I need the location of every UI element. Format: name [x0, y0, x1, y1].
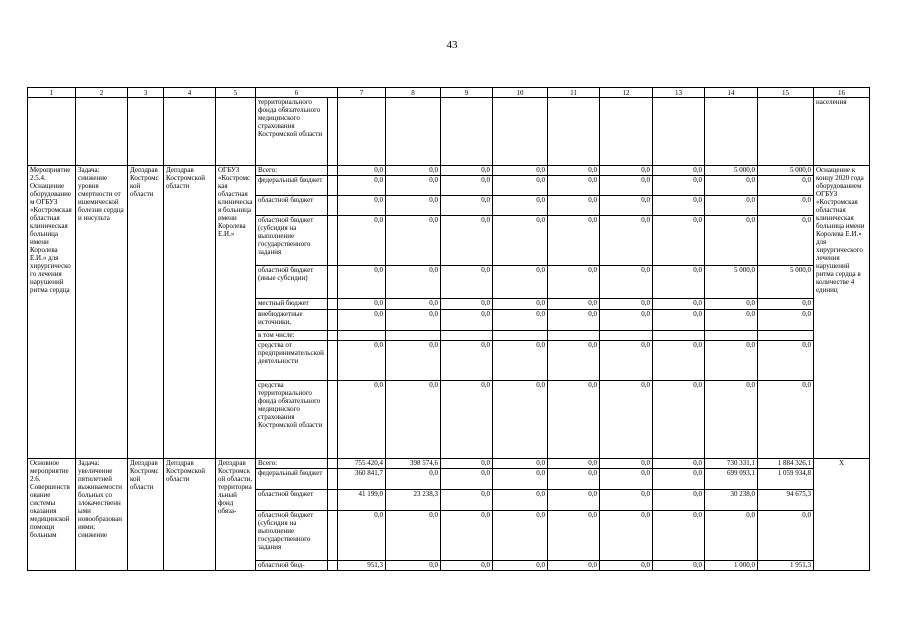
value-cell: 0,0	[441, 341, 493, 381]
value-cell: 0,0	[386, 381, 441, 459]
value-cell: 0,0	[548, 490, 600, 511]
funding-source-label: областной бюджет (субсидия на выполнение государственного задания	[256, 216, 328, 266]
event-c2: Задача: снижение уровня смертности от ишемической болезни сердца и инсульта	[76, 166, 128, 459]
value-cell: 0,0	[441, 381, 493, 459]
value-cell: 0,0	[386, 469, 441, 490]
value-cell: 0,0	[441, 490, 493, 511]
value-cell: 398 574,6	[386, 459, 441, 469]
value-cell: 0,0	[386, 341, 441, 381]
column-header: 10	[493, 88, 548, 98]
value-cell: 0,0	[653, 166, 705, 176]
value-cell: 0,0	[548, 266, 600, 299]
value-cell: 0,0	[493, 196, 548, 216]
funding-source-label: федеральный бюджет	[256, 176, 328, 196]
value-cell: 5 000,0	[758, 266, 814, 299]
value-cell: 0,0	[653, 266, 705, 299]
funding-source-label: средства территориального фонда обязательного медицинского страхования Костромской области	[256, 381, 328, 459]
value-cell: 0,0	[600, 196, 653, 216]
value-cell: 0,0	[548, 299, 600, 310]
value-cell: 0,0	[493, 166, 548, 176]
spacer-cell	[328, 561, 338, 571]
result-text: X	[814, 459, 870, 571]
value-cell: 0,0	[441, 176, 493, 196]
value-cell: 0,0	[386, 266, 441, 299]
value-cell: 0,0	[705, 511, 758, 561]
column-header: 6	[256, 88, 338, 98]
value-cell: 1 059 934,8	[758, 469, 814, 490]
value-cell: 0,0	[493, 469, 548, 490]
value-cell: 0,0	[758, 176, 814, 196]
event-c1: Мероприятие 2.5.4. Оснащение оборудованием ОГБУЗ «Костромская областная клиническая больница имени Королева Е.И.» для хирургического лечения нарушений ритма сердца	[28, 166, 76, 459]
value-cell: 0,0	[705, 216, 758, 266]
value-cell: 0,0	[338, 216, 386, 266]
value-cell: 0,0	[441, 469, 493, 490]
value-cell: 0,0	[338, 166, 386, 176]
funding-source-label: областной бюджет	[256, 196, 328, 216]
value-cell: 0,0	[493, 490, 548, 511]
value-cell: 0,0	[548, 196, 600, 216]
column-header: 11	[548, 88, 600, 98]
value-cell: 0,0	[386, 299, 441, 310]
spacer-cell	[328, 176, 338, 196]
value-cell: 1 884 326,1	[758, 459, 814, 469]
spacer-cell	[328, 490, 338, 511]
spacer-cell	[328, 459, 338, 469]
value-cell: 0,0	[653, 561, 705, 571]
value-cell	[441, 331, 493, 341]
value-cell: 0,0	[600, 341, 653, 381]
value-cell: 0,0	[548, 469, 600, 490]
value-cell: 0,0	[600, 490, 653, 511]
value-cell: 0,0	[493, 561, 548, 571]
funding-source-label: Всего:	[256, 459, 328, 469]
column-header: 16	[814, 88, 870, 98]
value-cell: 0,0	[758, 341, 814, 381]
value-cell: 0,0	[441, 266, 493, 299]
value-cell: 0,0	[441, 511, 493, 561]
event-c1: Основное мероприятие 2.6. Совершенствование системы оказания медицинской помощи больным	[28, 459, 76, 571]
event-c5: Депздрав Костромской области, территориальный фонд обяза-	[216, 459, 256, 571]
column-header: 2	[76, 88, 128, 98]
value-cell: 0,0	[338, 196, 386, 216]
value-cell: 0,0	[548, 341, 600, 381]
value-cell: 0,0	[493, 381, 548, 459]
column-header: 4	[164, 88, 216, 98]
value-cell: 0,0	[653, 490, 705, 511]
value-cell: 0,0	[705, 341, 758, 381]
value-cell: 0,0	[653, 511, 705, 561]
funding-source-label: местный бюджет	[256, 299, 328, 310]
value-cell: 0,0	[386, 166, 441, 176]
column-header: 15	[758, 88, 814, 98]
value-cell: 0,0	[600, 561, 653, 571]
value-cell: 0,0	[386, 176, 441, 196]
spacer-cell	[328, 511, 338, 561]
column-header: 8	[386, 88, 441, 98]
event-c3: Депздрав Костромской области	[128, 459, 164, 571]
value-cell	[653, 331, 705, 341]
spacer-cell	[328, 166, 338, 176]
value-cell: 0,0	[758, 310, 814, 331]
column-header: 7	[338, 88, 386, 98]
value-cell: 0,0	[705, 299, 758, 310]
funding-source-label: средства от предпринимательской деятельности	[256, 341, 328, 381]
column-header: 14	[705, 88, 758, 98]
value-cell: 951,3	[338, 561, 386, 571]
value-cell: 0,0	[548, 459, 600, 469]
table-row	[28, 459, 870, 469]
value-cell: 0,0	[338, 299, 386, 310]
continuation-row	[28, 98, 870, 166]
value-cell: 1 000,0	[705, 561, 758, 571]
spacer-cell	[328, 266, 338, 299]
event-c4: Депздрав Костромской области	[164, 459, 216, 571]
value-cell: 0,0	[441, 459, 493, 469]
budget-table	[27, 87, 870, 571]
value-cell: 0,0	[705, 381, 758, 459]
value-cell	[758, 331, 814, 341]
value-cell: 0,0	[600, 469, 653, 490]
value-cell: 0,0	[600, 511, 653, 561]
value-cell: 0,0	[758, 511, 814, 561]
spacer-cell	[328, 216, 338, 266]
value-cell: 0,0	[653, 299, 705, 310]
column-header: 5	[216, 88, 256, 98]
spacer-cell	[328, 469, 338, 490]
value-cell	[338, 331, 386, 341]
value-cell: 0,0	[653, 341, 705, 381]
spacer-cell	[328, 196, 338, 216]
value-cell: 5 000,0	[758, 166, 814, 176]
value-cell: 0,0	[338, 176, 386, 196]
event-c4: Депздрав Костромской области	[164, 166, 216, 459]
event-c5: ОГБУЗ «Костромская областная клиническая больница имени Королева Е.И.»	[216, 166, 256, 459]
value-cell: 5 000,0	[705, 266, 758, 299]
value-cell: 0,0	[441, 299, 493, 310]
value-cell: 30 238,0	[705, 490, 758, 511]
value-cell: 0,0	[705, 176, 758, 196]
value-cell: 0,0	[548, 310, 600, 331]
value-cell: 0,0	[441, 310, 493, 331]
funding-source-label: областной бюджет (иные субсидии)	[256, 266, 328, 299]
value-cell: 0,0	[338, 511, 386, 561]
value-cell	[386, 331, 441, 341]
page-number: 43	[446, 39, 458, 51]
value-cell: 0,0	[441, 561, 493, 571]
funding-source-label: в том числе:	[256, 331, 328, 341]
column-header: 1	[28, 88, 76, 98]
value-cell: 0,0	[386, 511, 441, 561]
value-cell: 0,0	[441, 166, 493, 176]
value-cell: 0,0	[338, 310, 386, 331]
value-cell: 0,0	[600, 176, 653, 196]
value-cell: 23 238,3	[386, 490, 441, 511]
value-cell: 0,0	[758, 216, 814, 266]
value-cell: 0,0	[600, 216, 653, 266]
funding-source-label: федеральный бюджет	[256, 469, 328, 490]
spacer-cell	[328, 381, 338, 459]
value-cell: 0,0	[493, 459, 548, 469]
value-cell: 0,0	[600, 299, 653, 310]
event-c2: Задача: увеличение пятилетней выживаемости больных со злокачественными новообразованиями; снижение	[76, 459, 128, 571]
column-header-row	[28, 88, 870, 98]
value-cell: 730 331,1	[705, 459, 758, 469]
value-cell: 360 841,7	[338, 469, 386, 490]
value-cell: 0,0	[338, 341, 386, 381]
value-cell: 0,0	[653, 216, 705, 266]
value-cell	[705, 331, 758, 341]
value-cell: 0,0	[493, 176, 548, 196]
value-cell: 5 000,0	[705, 166, 758, 176]
value-cell: 0,0	[386, 310, 441, 331]
value-cell: 0,0	[493, 216, 548, 266]
value-cell: 41 199,0	[338, 490, 386, 511]
value-cell: 0,0	[386, 196, 441, 216]
value-cell: 0,0	[758, 196, 814, 216]
value-cell: 0,0	[548, 216, 600, 266]
value-cell: 0,0	[493, 299, 548, 310]
funding-source-label: Всего:	[256, 166, 328, 176]
spacer-cell	[328, 310, 338, 331]
funding-source-label: территориального фонда обязательного медицинского страхования Костромской области	[256, 98, 328, 166]
spacer-cell	[328, 341, 338, 381]
result-text: населения	[814, 98, 870, 166]
column-header: 13	[653, 88, 705, 98]
funding-source-label: внебюджетные источники,	[256, 310, 328, 331]
table-row	[28, 166, 870, 176]
column-header: 9	[441, 88, 493, 98]
value-cell: 94 675,3	[758, 490, 814, 511]
value-cell: 0,0	[548, 176, 600, 196]
value-cell: 0,0	[600, 310, 653, 331]
funding-source-label: областной бюд-	[256, 561, 328, 571]
value-cell: 699 093,1	[705, 469, 758, 490]
value-cell: 0,0	[653, 469, 705, 490]
value-cell: 0,0	[600, 266, 653, 299]
value-cell: 0,0	[600, 166, 653, 176]
value-cell: 0,0	[548, 166, 600, 176]
spacer-cell	[328, 299, 338, 310]
value-cell: 0,0	[493, 341, 548, 381]
value-cell: 0,0	[548, 511, 600, 561]
value-cell: 1 951,3	[758, 561, 814, 571]
value-cell: 755 420,4	[338, 459, 386, 469]
value-cell: 0,0	[338, 381, 386, 459]
value-cell: 0,0	[338, 266, 386, 299]
event-c3: Депздрав Костромской области	[128, 166, 164, 459]
value-cell: 0,0	[653, 310, 705, 331]
value-cell: 0,0	[653, 176, 705, 196]
column-header: 12	[600, 88, 653, 98]
value-cell: 0,0	[548, 381, 600, 459]
value-cell: 0,0	[653, 196, 705, 216]
value-cell: 0,0	[758, 381, 814, 459]
value-cell: 0,0	[758, 299, 814, 310]
funding-source-label: областной бюджет	[256, 490, 328, 511]
value-cell: 0,0	[653, 381, 705, 459]
value-cell	[548, 331, 600, 341]
value-cell: 0,0	[600, 459, 653, 469]
value-cell	[493, 331, 548, 341]
value-cell: 0,0	[548, 561, 600, 571]
value-cell: 0,0	[493, 310, 548, 331]
value-cell: 0,0	[493, 511, 548, 561]
value-cell: 0,0	[386, 561, 441, 571]
value-cell: 0,0	[441, 216, 493, 266]
spacer-cell	[328, 331, 338, 341]
funding-source-label: областной бюджет (субсидия на выполнение государственного задания	[256, 511, 328, 561]
result-text: Оснащение к концу 2020 года оборудованием ОГБУЗ «Костромская областная клиническая больница имени Королева Е.И.» для хирургического лечения нарушений ритма сердца в количестве 4 единиц	[814, 166, 870, 459]
value-cell: 0,0	[600, 381, 653, 459]
value-cell: 0,0	[705, 310, 758, 331]
column-header: 3	[128, 88, 164, 98]
value-cell	[600, 331, 653, 341]
value-cell: 0,0	[705, 196, 758, 216]
value-cell: 0,0	[386, 216, 441, 266]
value-cell: 0,0	[441, 196, 493, 216]
value-cell: 0,0	[653, 459, 705, 469]
value-cell: 0,0	[493, 266, 548, 299]
